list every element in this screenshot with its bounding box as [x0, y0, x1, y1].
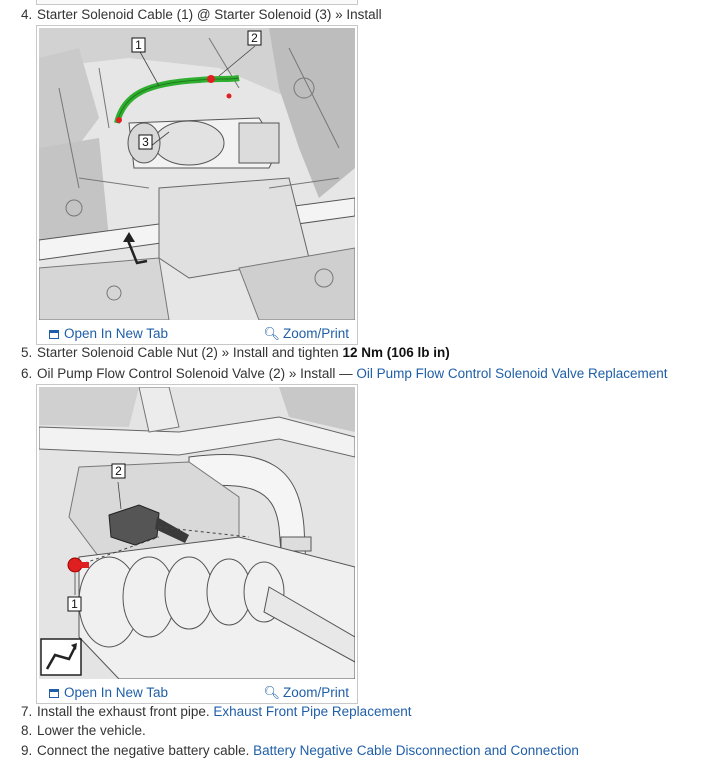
figure-starter-solenoid: [36, 25, 358, 345]
step-7: [21, 703, 411, 721]
step-text: Install the exhaust front pipe.: [37, 704, 214, 719]
step-number: 8.: [21, 723, 33, 738]
illustration-oil-pump-valve[interactable]: [39, 387, 355, 679]
zoom-print-link[interactable]: 🔍︎ Zoom/Print: [263, 326, 349, 341]
open-in-new-tab-link[interactable]: Open In New Tab: [49, 326, 168, 341]
open-tab-icon: [49, 330, 59, 339]
figure-toolbar: [37, 322, 357, 344]
step-text: Oil Pump Flow Control Solenoid Valve (2) » Install —: [37, 366, 357, 381]
callout-1: 1: [71, 597, 78, 611]
callout-1: 1: [135, 38, 142, 52]
torque-spec: 12 Nm (106 lb in): [342, 345, 450, 360]
open-in-new-tab-link[interactable]: Open In New Tab: [49, 685, 168, 700]
step-number: 7.: [21, 704, 33, 719]
magnifier-icon: 🔍︎: [263, 326, 280, 341]
step-text: Lower the vehicle.: [37, 723, 146, 738]
figure-toolbar: [37, 681, 357, 703]
previous-figure-frame: [36, 0, 358, 5]
step-text: Connect the negative battery cable.: [37, 743, 254, 758]
step-4: [21, 6, 382, 24]
callout-2: 2: [115, 464, 122, 478]
figure-oil-pump-valve: [36, 384, 358, 704]
step-number: 9.: [21, 743, 33, 758]
step-8: [21, 722, 146, 740]
callout-3: 3: [142, 135, 149, 149]
step-number: 4.: [21, 7, 33, 22]
step-5: [21, 344, 450, 362]
battery-cable-link[interactable]: Battery Negative Cable Disconnection and Connection: [253, 743, 579, 758]
exhaust-front-pipe-link[interactable]: Exhaust Front Pipe Replacement: [213, 704, 412, 719]
oil-pump-valve-replacement-link[interactable]: Oil Pump Flow Control Solenoid Valve Replacement: [356, 366, 668, 381]
step-9: [21, 742, 579, 760]
step-text: Starter Solenoid Cable Nut (2) » Install and tighten: [37, 345, 343, 360]
step-number: 5.: [21, 345, 33, 360]
magnifier-icon: 🔍︎: [263, 685, 280, 700]
zoom-print-link[interactable]: 🔍︎ Zoom/Print: [263, 685, 349, 700]
callout-2: 2: [251, 31, 258, 45]
open-tab-icon: [49, 689, 59, 698]
illustration-starter-solenoid[interactable]: [39, 28, 355, 320]
step-text: Starter Solenoid Cable (1) @ Starter Solenoid (3) » Install: [37, 7, 382, 22]
step-6: [21, 365, 668, 383]
step-number: 6.: [21, 366, 33, 381]
